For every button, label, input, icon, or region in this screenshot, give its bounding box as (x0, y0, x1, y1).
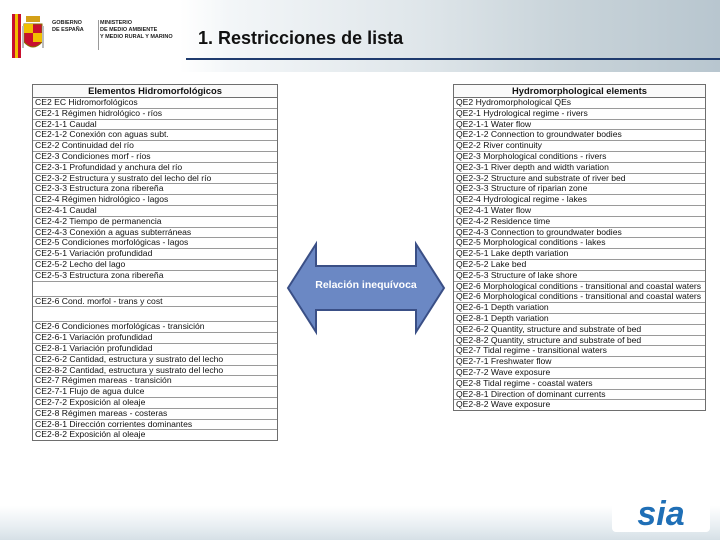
ministry-left-line: DE ESPAÑA (52, 27, 84, 33)
table-row: CE2-1 Régimen hidrológico - ríos (33, 109, 277, 120)
table-row: CE2-6 Cond. morfol - trans y cost (33, 297, 277, 308)
table-row: QE2-5-3 Structure of lake shore (454, 271, 705, 282)
ministry-right-line: MINISTERIO (100, 20, 133, 26)
table-row: CE2-7-1 Flujo de agua dulce (33, 387, 277, 398)
table-row: QE2-8-1 Depth variation (454, 314, 705, 325)
table-row: CE2-7 Régimen mareas - transición (33, 376, 277, 387)
table-row: QE2-4-1 Water flow (454, 206, 705, 217)
ministry-left-line: GOBIERNO (52, 20, 82, 26)
title-underline (186, 58, 720, 60)
table-row: QE2-6 Morphological conditions - transitional and coastal waters (454, 282, 705, 293)
table-row: QE2-6 Morphological conditions - transitional and coastal waters (454, 292, 705, 303)
relation-label: Relación inequívoca (315, 279, 417, 291)
table-row: QE2-8-1 Direction of dominant currents (454, 390, 705, 401)
left-table-body (33, 98, 277, 440)
table-row: CE2-8-1 Variación profundidad (33, 344, 277, 355)
table-row: QE2-5 Morphological conditions - lakes (454, 238, 705, 249)
table-row: QE2-7 Tidal regime - transitional waters (454, 346, 705, 357)
table-row: CE2-5 Condiciones morfológicas - lagos (33, 238, 277, 249)
table-row: QE2-4-3 Connection to groundwater bodies (454, 228, 705, 239)
table-row: CE2-4-1 Caudal (33, 206, 277, 217)
header-banner (0, 0, 720, 72)
sia-logo-text: sia (637, 495, 685, 532)
table-row: QE2-6-1 Depth variation (454, 303, 705, 314)
table-row: CE2-8-1 Dirección corrientes dominantes (33, 420, 277, 431)
table-row: CE2-4-2 Tiempo de permanencia (33, 217, 277, 228)
table-row: CE2-5-3 Estructura zona ribereña (33, 271, 277, 282)
table-row: CE2-2 Continuidad del río (33, 141, 277, 152)
ministry-right-line: DE MEDIO AMBIENTE (100, 27, 158, 33)
table-row: CE2-3-1 Profundidad y anchura del río (33, 163, 277, 174)
table-row: QE2-1 Hydrological regime - rivers (454, 109, 705, 120)
table-row (33, 282, 277, 297)
table-row: CE2-1-2 Conexión con aguas subt. (33, 130, 277, 141)
table-row (33, 307, 277, 322)
table-row: CE2-1-1 Caudal (33, 120, 277, 131)
table-row: QE2-7-2 Wave exposure (454, 368, 705, 379)
table-row: CE2-3-3 Estructura zona ribereña (33, 184, 277, 195)
table-row: CE2-8-2 Cantidad, estructura y sustrato del lecho (33, 366, 277, 377)
logo-divider (98, 20, 99, 50)
table-row: CE2-7-2 Exposición al oleaje (33, 398, 277, 409)
table-row: CE2 EC Hidromorfológicos (33, 98, 277, 109)
table-row: CE2-3 Condiciones morf - ríos (33, 152, 277, 163)
table-row: CE2-6-1 Variación profundidad (33, 333, 277, 344)
table-row: CE2-4 Régimen hidrológico - lagos (33, 195, 277, 206)
left-table-header: Elementos Hidromorfológicos (33, 85, 277, 98)
table-row: QE2-5-2 Lake bed (454, 260, 705, 271)
right-elements-table (453, 84, 706, 411)
table-row: CE2-8 Régimen mareas - costeras (33, 409, 277, 420)
table-row: QE2 Hydromorphological QEs (454, 98, 705, 109)
table-row: QE2-1-2 Connection to groundwater bodies (454, 130, 705, 141)
table-row: CE2-6-2 Cantidad, estructura y sustrato del lecho (33, 355, 277, 366)
table-row: QE2-3 Morphological conditions - rivers (454, 152, 705, 163)
table-row: QE2-8-2 Wave exposure (456, 400, 551, 410)
table-row: QE2-5-1 Lake depth variation (454, 249, 705, 260)
ministry-right-text (100, 20, 180, 41)
table-row: QE2-6-2 Quantity, structure and substrate of bed (454, 325, 705, 336)
table-row: QE2-7-1 Freshwater flow (454, 357, 705, 368)
right-table-header: Hydromorphological elements (454, 85, 705, 98)
table-row: CE2-6 Condiciones morfológicas - transición (33, 322, 277, 333)
table-row: CE2-8-2 Exposición al oleaje (35, 430, 146, 440)
table-row: QE2-8 Tidal regime - coastal waters (454, 379, 705, 390)
table-row: CE2-5-1 Variación profundidad (33, 249, 277, 260)
left-elements-table (32, 84, 278, 441)
table-row: CE2-4-3 Conexión a aguas subterráneas (33, 228, 277, 239)
table-row: QE2-3-3 Structure of riparian zone (454, 184, 705, 195)
sia-logo (612, 494, 710, 532)
table-row: QE2-2 River continuity (454, 141, 705, 152)
table-row: QE2-3-2 Structure and substrate of river bed (454, 174, 705, 185)
table-row: QE2-3-1 River depth and width variation (454, 163, 705, 174)
right-table-body (454, 98, 705, 410)
ministry-right-line: Y MEDIO RURAL Y MARINO (100, 34, 173, 40)
table-row: CE2-3-2 Estructura y sustrato del lecho del río (33, 174, 277, 185)
table-row: QE2-4-2 Residence time (454, 217, 705, 228)
table-row: QE2-4 Hydrological regime - lakes (454, 195, 705, 206)
table-row: QE2-1-1 Water flow (454, 120, 705, 131)
table-row: QE2-8-2 Quantity, structure and substrate of bed (454, 336, 705, 347)
ministry-left-text (52, 20, 100, 34)
table-row: CE2-5-2 Lecho del lago (33, 260, 277, 271)
ministry-logo (8, 12, 180, 62)
coat-of-arms-icon (12, 14, 48, 58)
page-title: 1. Restricciones de lista (198, 28, 404, 48)
